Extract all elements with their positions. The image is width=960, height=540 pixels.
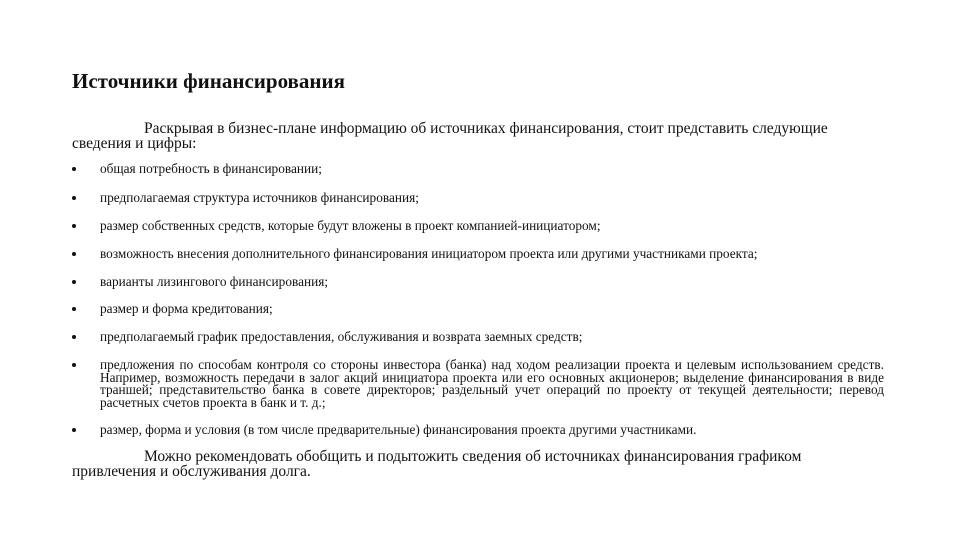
bullet-icon — [72, 167, 76, 171]
outro-paragraph: Можно рекомендовать обобщить и подытожить сведения об источниках финансирования графиком привлечения и обслуживания долга. — [72, 448, 802, 480]
bullet-icon — [72, 280, 76, 284]
bullet-icon — [72, 252, 76, 256]
list-item-text: возможность внесения дополнительного финансирования инициатором проекта или другими участниками проекта; — [100, 246, 758, 261]
list-item-text: размер, форма и условия (в том числе предварительные) финансирования проекта другими участниками. — [100, 422, 697, 437]
bullet-icon — [72, 224, 76, 228]
list-item-text: предполагаемый график предоставления, обслуживания и возврата заемных средств; — [100, 329, 583, 344]
list-item-text: общая потребность в финансировании; — [100, 161, 322, 176]
bullet-icon — [72, 363, 76, 367]
list-item-text: предполагаемая структура источников финансирования; — [100, 190, 419, 205]
intro-paragraph: Раскрывая в бизнес-плане информацию об источниках финансирования, стоит представить следующие сведения и цифры: — [72, 120, 828, 152]
list-item-text: размер собственных средств, которые будут вложены в проект компанией-инициатором; — [100, 218, 601, 233]
list-item-text: варианты лизингового финансирования; — [100, 274, 329, 289]
document-slide — [72, 0, 888, 540]
bullet-icon — [72, 428, 76, 432]
bullet-icon — [72, 307, 76, 311]
bullet-icon — [72, 196, 76, 200]
list-item-text: размер и форма кредитования; — [100, 301, 273, 316]
bullet-icon — [72, 335, 76, 339]
list-item-text: предложения по способам контроля со стороны инвестора (банка) над ходом реализации проекта и целевым использованием средств. Например, возможность передачи в залог акций инициатора проекта или его основных акционеров; выделение финансирования в виде траншей; представительство банка в совете директоров; раздельный учет операций по проекту от текущей деятельности; перевод расчетных счетов проекта в банк и т. д.; — [100, 357, 884, 410]
page-title: Источники финансирования — [72, 69, 345, 93]
